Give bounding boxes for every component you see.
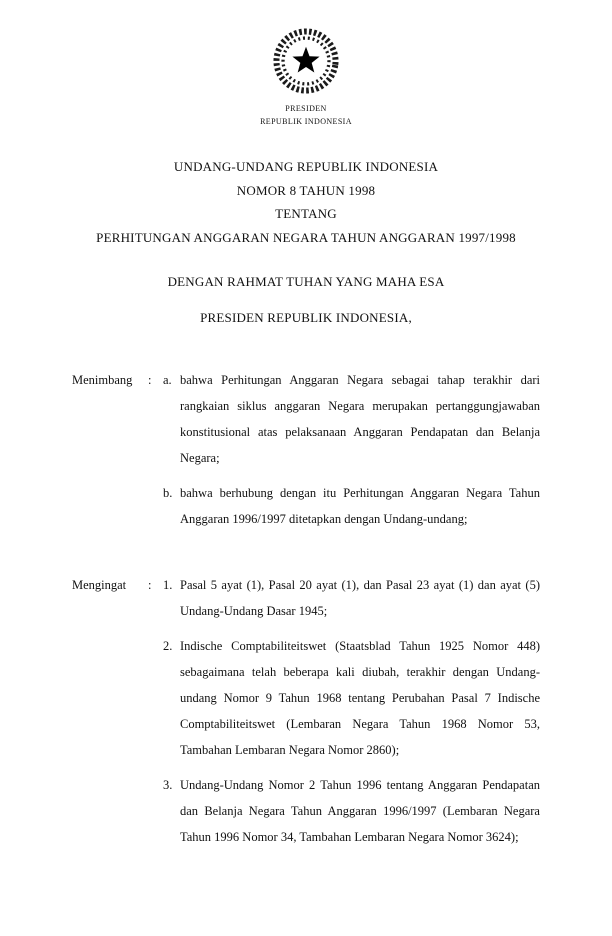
- letterhead-presiden: PRESIDEN: [285, 104, 327, 113]
- letterhead: [72, 26, 540, 127]
- mengingat-label: Mengingat: [72, 578, 127, 592]
- list-item: [163, 367, 540, 471]
- menimbang-label: Menimbang: [72, 373, 133, 387]
- letterhead-republik-indonesia: REPUBLIK INDONESIA: [260, 117, 352, 126]
- item-marker: a.: [163, 373, 172, 387]
- item-marker: 1.: [163, 578, 173, 592]
- mengingat-items: [163, 572, 540, 850]
- title-line-tentang: TENTANG: [275, 206, 337, 221]
- menimbang-colon: :: [148, 373, 152, 387]
- list-item: [163, 572, 540, 624]
- title-line-subject: PERHITUNGAN ANGGARAN NEGARA TAHUN ANGGARAN 1997/1998: [96, 229, 516, 245]
- grace-line: DENGAN RAHMAT TUHAN YANG MAHA ESA: [167, 274, 445, 289]
- item-text: Indische Comptabiliteitswet (Staatsblad Tahun 1925 Nomor 448) sebagaimana telah beberapa kali diubah, terakhir dengan Undang-undang Nomor 9 Tahun 1968 tentang Perubahan Pasal 7 Indische Comptabiliteitswet (Lembaran Negara Tahun 1968 Nomor 53, Tambahan Lembaran Negara Nomor 2860);: [180, 639, 540, 757]
- list-item: [163, 480, 540, 532]
- authority-line: PRESIDEN REPUBLIK INDONESIA,: [200, 310, 412, 325]
- item-text: bahwa Perhitungan Anggaran Negara sebagai tahap terakhir dari rangkaian siklus anggaran Negara merupakan pertanggungjawaban konstitusional atas pelaksanaan Anggaran Pendapatan dan Belanja Negara;: [180, 373, 540, 465]
- title-line-law: UNDANG-UNDANG REPUBLIK INDONESIA: [173, 159, 439, 174]
- title-block: [72, 155, 540, 249]
- item-text: bahwa berhubung dengan itu Perhitungan Anggaran Negara Tahun Anggaran 1996/1997 ditetapkan dengan Undang-undang;: [180, 486, 540, 526]
- item-marker: b.: [163, 486, 173, 500]
- mengingat-colon: :: [148, 578, 152, 592]
- item-text: Undang-Undang Nomor 2 Tahun 1996 tentang Anggaran Pendapatan dan Belanja Negara Tahun Anggaran 1996/1997 (Lembaran Negara Tahun 1996 Nomor 34, Tambahan Lembaran Negara Nomor 3624);: [180, 778, 540, 844]
- list-item: [163, 633, 540, 763]
- presidential-seal-icon: [271, 26, 341, 96]
- menimbang-items: [163, 367, 540, 532]
- title-line-number: NOMOR 8 TAHUN 1998: [236, 182, 376, 198]
- list-item: [163, 772, 540, 850]
- item-marker: 2.: [163, 639, 173, 653]
- menimbang-section: [72, 367, 540, 532]
- mengingat-section: [72, 572, 540, 850]
- item-marker: 3.: [163, 778, 173, 792]
- item-text: Pasal 5 ayat (1), Pasal 20 ayat (1), dan Pasal 23 ayat (1) dan ayat (5) Undang-Undang Dasar 1945;: [180, 578, 540, 618]
